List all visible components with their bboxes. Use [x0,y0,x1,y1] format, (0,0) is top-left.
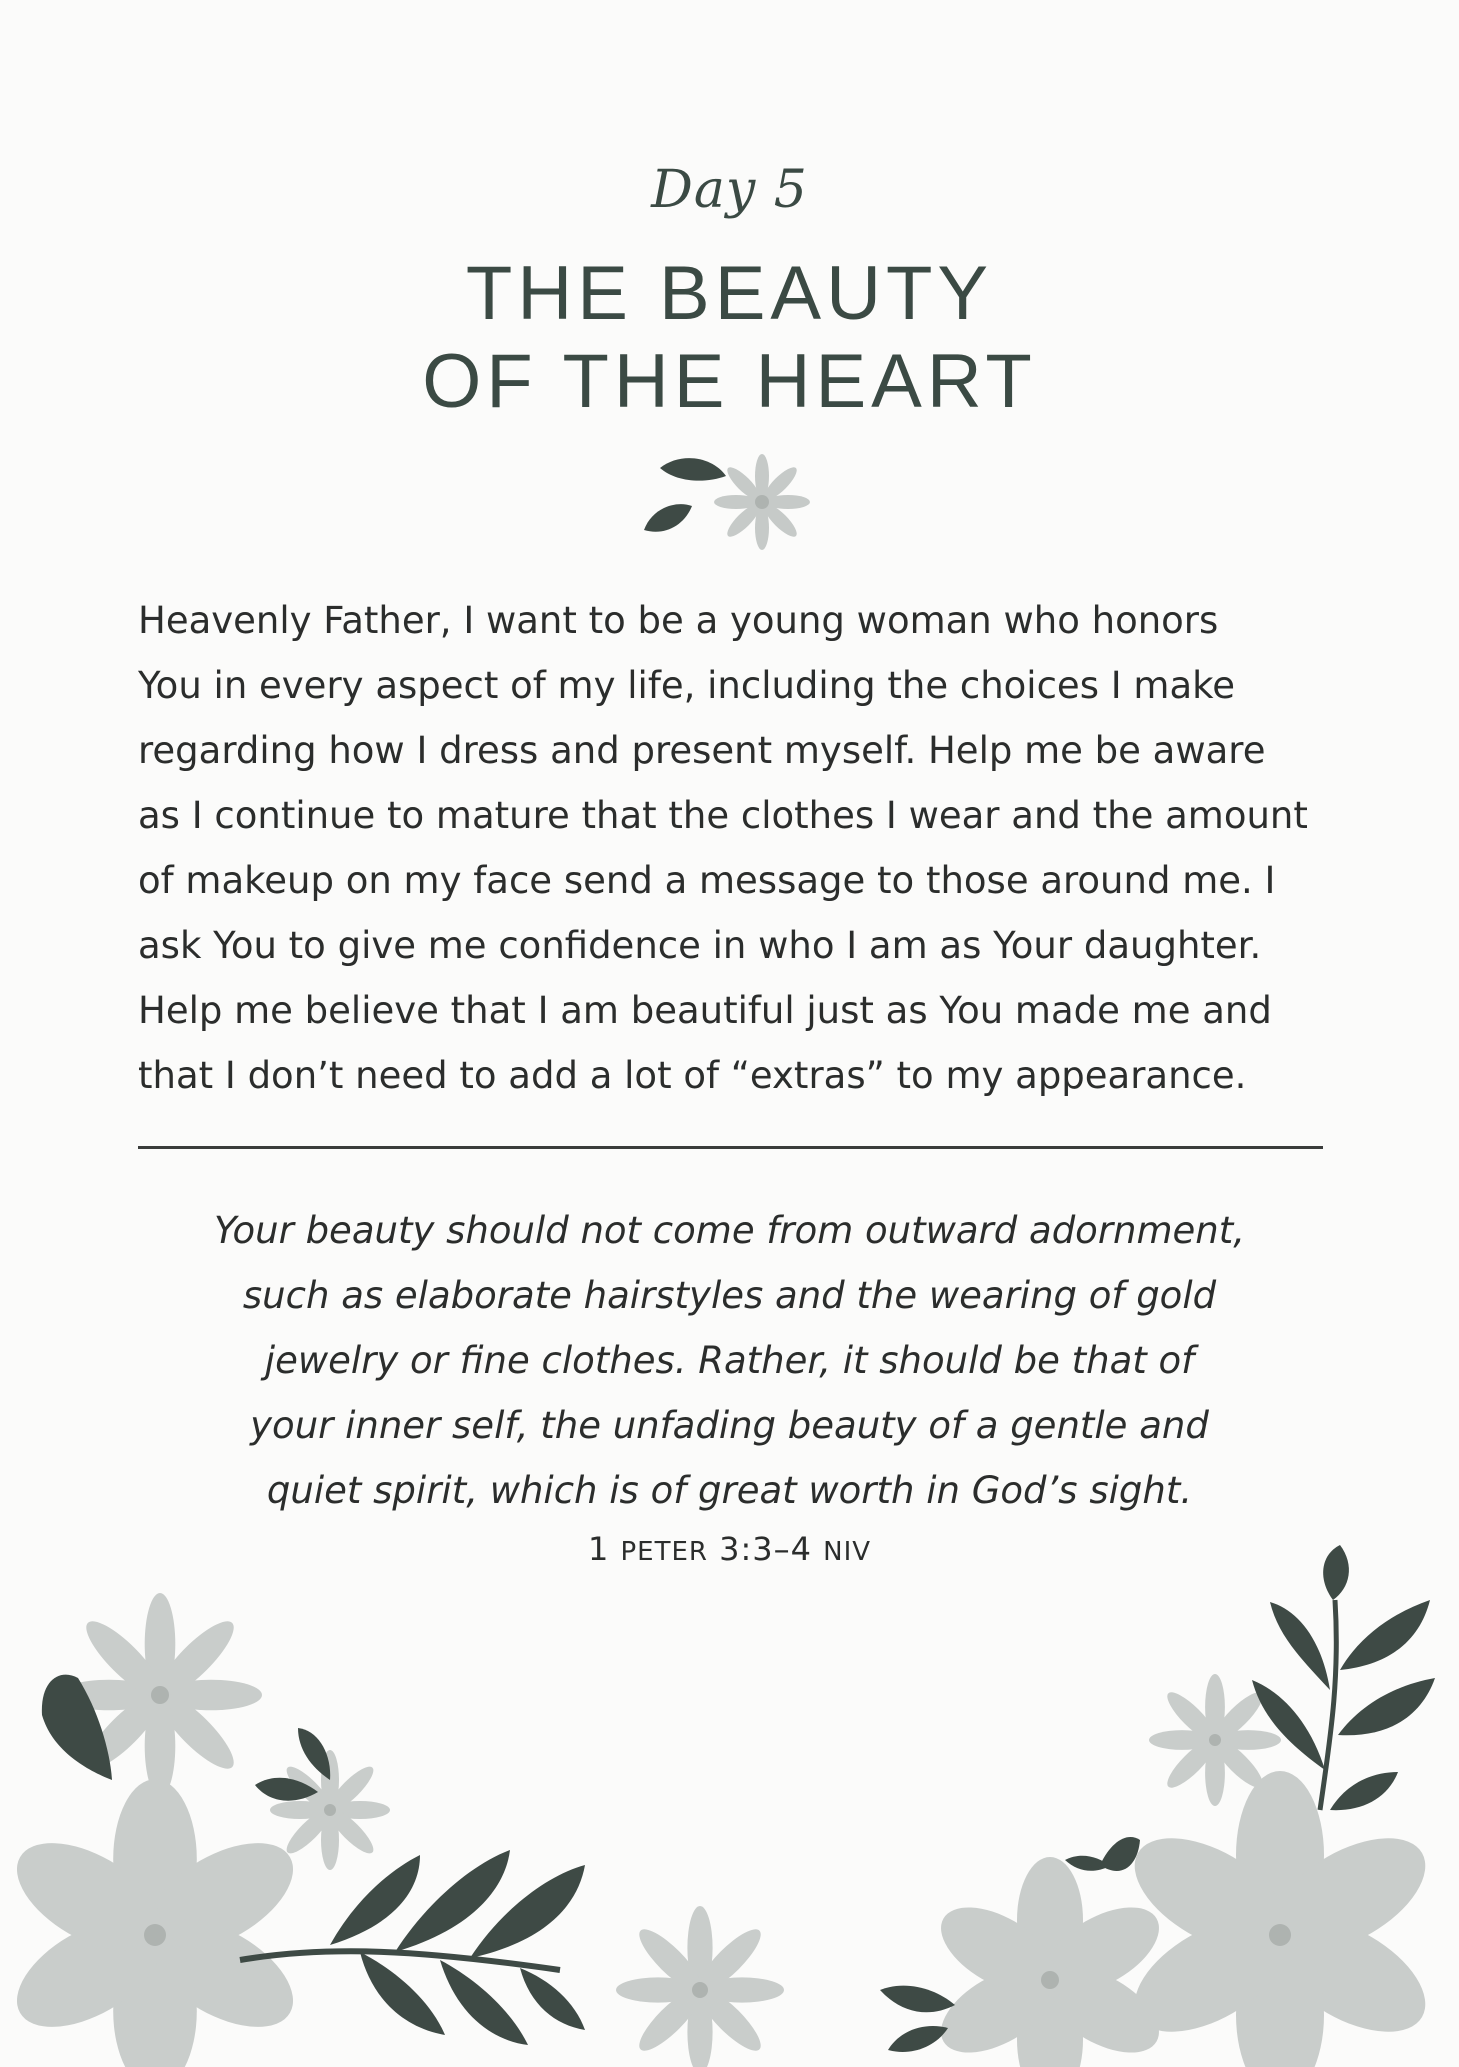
prayer-line: that I don’t need to add a lot of “extras” to my appearance. [138,1054,1247,1097]
verse-line: such as elaborate hairstyles and the wearing of gold [242,1274,1217,1317]
day-label: Day 5 [651,160,808,220]
verse-line: jewelry or fine clothes. Rather, it should be that of [264,1339,1195,1382]
prayer-line: Help me believe that I am beautiful just as You made me and [138,989,1272,1032]
reference-number: 1 [587,1530,610,1568]
prayer-line: ask You to give me confidence in who I am as Your daughter. [138,924,1262,967]
title-line-1: THE BEAUTY [465,251,994,336]
prayer-line: You in every aspect of my life, including the choices I make [138,664,1235,707]
reference-book: PETER [620,1537,708,1567]
prayer-line: as I continue to mature that the clothes I wear and the amount [138,794,1308,837]
leaf-and-daisy-icon [630,450,830,560]
prayer-line: regarding how I dress and present myself. Help me be aware [138,729,1266,772]
section-divider [138,1146,1323,1149]
reference-version: NIV [823,1537,872,1567]
verse-line: your inner self, the unfading beauty of a gentle and [250,1404,1209,1447]
reference-chapter-verse: 3:3–4 [719,1530,812,1568]
prayer-line: Heavenly Father, I want to be a young woman who honors [138,599,1219,642]
title-line-2: OF THE HEART [422,339,1037,424]
verse-line: Your beauty should not come from outward adornment, [213,1209,1246,1252]
scripture-verse [0,1198,1459,1523]
prayer-line: of makeup on my face send a message to those around me. I [138,859,1276,902]
verse-line: quiet spirit, which is of great worth in God’s sight. [266,1469,1193,1512]
page-title [0,250,1459,426]
prayer-text [138,588,1323,1108]
floral-border-icon [0,1540,1459,2067]
